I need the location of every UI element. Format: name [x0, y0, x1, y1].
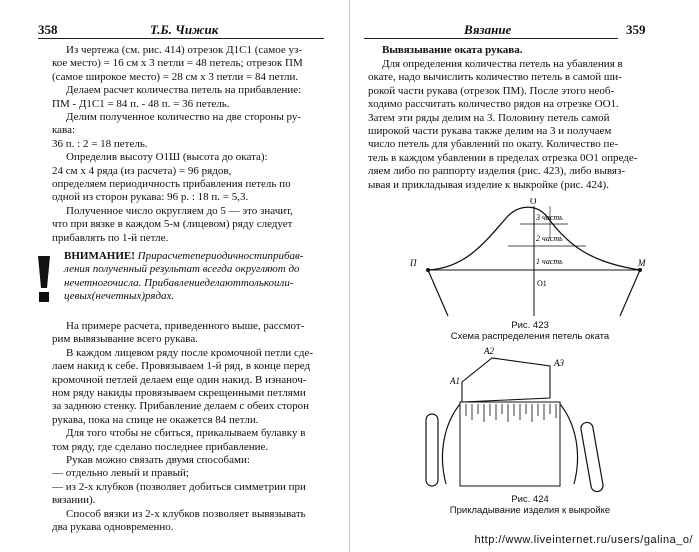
- warning-line-3: цевых(нечетных)рядах.: [64, 290, 175, 303]
- text-line: Делим полученное количество на две стороны ру-: [66, 111, 302, 124]
- text-line: тель в каждом убавлении в пределах отрезка 0О1 опреде-: [368, 151, 638, 164]
- label-o: O: [530, 198, 537, 206]
- label-p: П: [410, 258, 417, 268]
- text-line: широкой части рукава также делим на 3 и получаем: [368, 125, 612, 138]
- text-line: ном ряду накиды провязываем скрещенными петлями: [52, 387, 306, 400]
- text-line: В каждом лицевом ряду после кромочной петли сде-: [66, 346, 314, 359]
- figure-424-pattern-fitting: [420, 344, 650, 494]
- text-line: одной из сторон рукава: 96 р. : 18 п. = 5,3.: [52, 191, 249, 204]
- section-heading: Вывязывание оката рукава.: [382, 44, 523, 56]
- text-line: Затем эти ряды делим на 3. Половину петель самой: [368, 111, 610, 124]
- warning-label: ВНИМАНИЕ!: [64, 250, 135, 262]
- text-line: рукава, пока на спице не окажется 84 петли.: [52, 413, 259, 426]
- text-line: число петель для убавлений по окату. Количество пе-: [368, 138, 618, 151]
- text-line: определяем периодичность прибавления петель по: [52, 178, 291, 191]
- text-line: ляем либо по раппорту изделия (рис. 423), либо вывяз-: [368, 165, 625, 178]
- text-line: два рукава одновременно.: [52, 521, 174, 534]
- text-line: Из чертежа (см. рис. 414) отрезок Д1С1 (самое уз-: [66, 44, 302, 56]
- text-line: — отдельно левый и правый;: [52, 467, 189, 480]
- text-line: рокой части рукава (отрезок ПМ). После этого необ-: [368, 84, 615, 97]
- right-paragraph: [368, 58, 672, 192]
- text-line: — из 2-х клубков (позволяет добиться симметрии при: [52, 480, 306, 493]
- warning-line-2: нечетногочисла. Прибавлениеделаюттолькоили-: [64, 276, 294, 289]
- label-part1: 1 часть: [536, 257, 563, 266]
- text-line: Полученное число округляем до 5 — это значит,: [66, 204, 293, 217]
- text-line: На примере расчета, приведенного выше, рассмот-: [66, 320, 305, 332]
- footer-url[interactable]: http://www.liveinternet.ru/users/galina_o/: [474, 534, 693, 546]
- text-line: прибавлять по 1-й петле.: [52, 231, 169, 244]
- label-o1: O1: [537, 279, 547, 288]
- author-header: Т.Б. Чижик: [150, 22, 219, 37]
- right-page: [350, 0, 699, 552]
- text-line: ПМ - Д1С1 = 84 п. - 48 п. = 36 петель.: [52, 97, 230, 110]
- text-line: ходимо рассчитать количество рядов на отрезке ОО1.: [368, 98, 619, 111]
- text-line: Способ вязки из 2-х клубков позволяет вывязывать: [66, 507, 306, 520]
- left-page-number: 358: [38, 22, 58, 37]
- text-line: кава:: [52, 124, 76, 137]
- label-m: M: [638, 258, 646, 268]
- figure-423-sleeve-cap-diagram: [408, 198, 648, 318]
- exclamation-icon: [34, 256, 54, 302]
- fig424-caption-text: Прикладывание изделия к выкройке: [449, 505, 611, 516]
- text-line: кое место) = 16 см х 3 петли = 48 петель; отрезок ПМ: [52, 57, 303, 70]
- text-line: вязании).: [52, 494, 96, 507]
- text-line: 36 п. : 2 = 18 петель.: [52, 137, 148, 150]
- warning-note: [64, 250, 322, 304]
- text-line: ывая и прикладывая изделие к выкройке (рис. 424).: [368, 178, 609, 191]
- label-a2: А2: [484, 346, 494, 356]
- left-text-block-2: [52, 320, 324, 535]
- right-page-number: 359: [626, 22, 646, 37]
- label-a1: А1: [450, 376, 460, 386]
- warning-line-1: ления полученный результат всегда округляют до: [64, 263, 300, 276]
- text-line: Для того чтобы не сбиться, прикалываем булавку в: [66, 427, 306, 440]
- text-line: Определив высоту О1Ш (высота до оката):: [66, 151, 268, 164]
- text-line: 24 см х 4 ряда (из расчета) = 96 рядов,: [52, 164, 232, 177]
- fig423-caption-number: Рис. 423: [511, 320, 549, 331]
- label-part2: 2 часть: [536, 234, 563, 243]
- label-part3: 3 часть: [536, 213, 563, 222]
- section-header: Вязание: [464, 22, 512, 37]
- header-rule: [38, 38, 324, 39]
- text-line: Рукав можно связать двумя способами:: [66, 454, 250, 467]
- text-line: кромочной петлей делаем еще один накид. В изнаноч-: [52, 373, 307, 386]
- label-a3: А3: [554, 358, 564, 368]
- text-line: что при вязке в каждом 5-м (лицевом) ряду следует: [52, 218, 293, 231]
- fig424-caption-number: Рис. 424: [511, 494, 549, 505]
- text-line: лаем накид к себе. Провязываем 1-й ряд, в конце перед: [52, 360, 311, 373]
- left-text-block-1: [52, 44, 324, 245]
- text-line: том ряду, где сделано последнее прибавление.: [52, 440, 269, 453]
- text-line: Делаем расчет количества петель на прибавление:: [66, 84, 302, 97]
- warning-line-0: Прирасчетепериодичностиприбав-: [137, 250, 304, 262]
- text-line: рим вывязывание всего рукава.: [52, 333, 198, 346]
- fig423-caption-text: Схема распределения петель оката: [450, 331, 610, 342]
- text-line: (самое широкое место) = 28 см х 3 петли = 84 петли.: [52, 70, 299, 83]
- header-rule-right: [364, 38, 618, 39]
- text-line: за заднюю стенку. Прибавление делаем с обеих сторон: [52, 400, 310, 413]
- text-line: Для определения количества петель на убавления в: [382, 58, 623, 70]
- text-line: окате, надо вычислить количество петель в самой ши-: [368, 71, 622, 84]
